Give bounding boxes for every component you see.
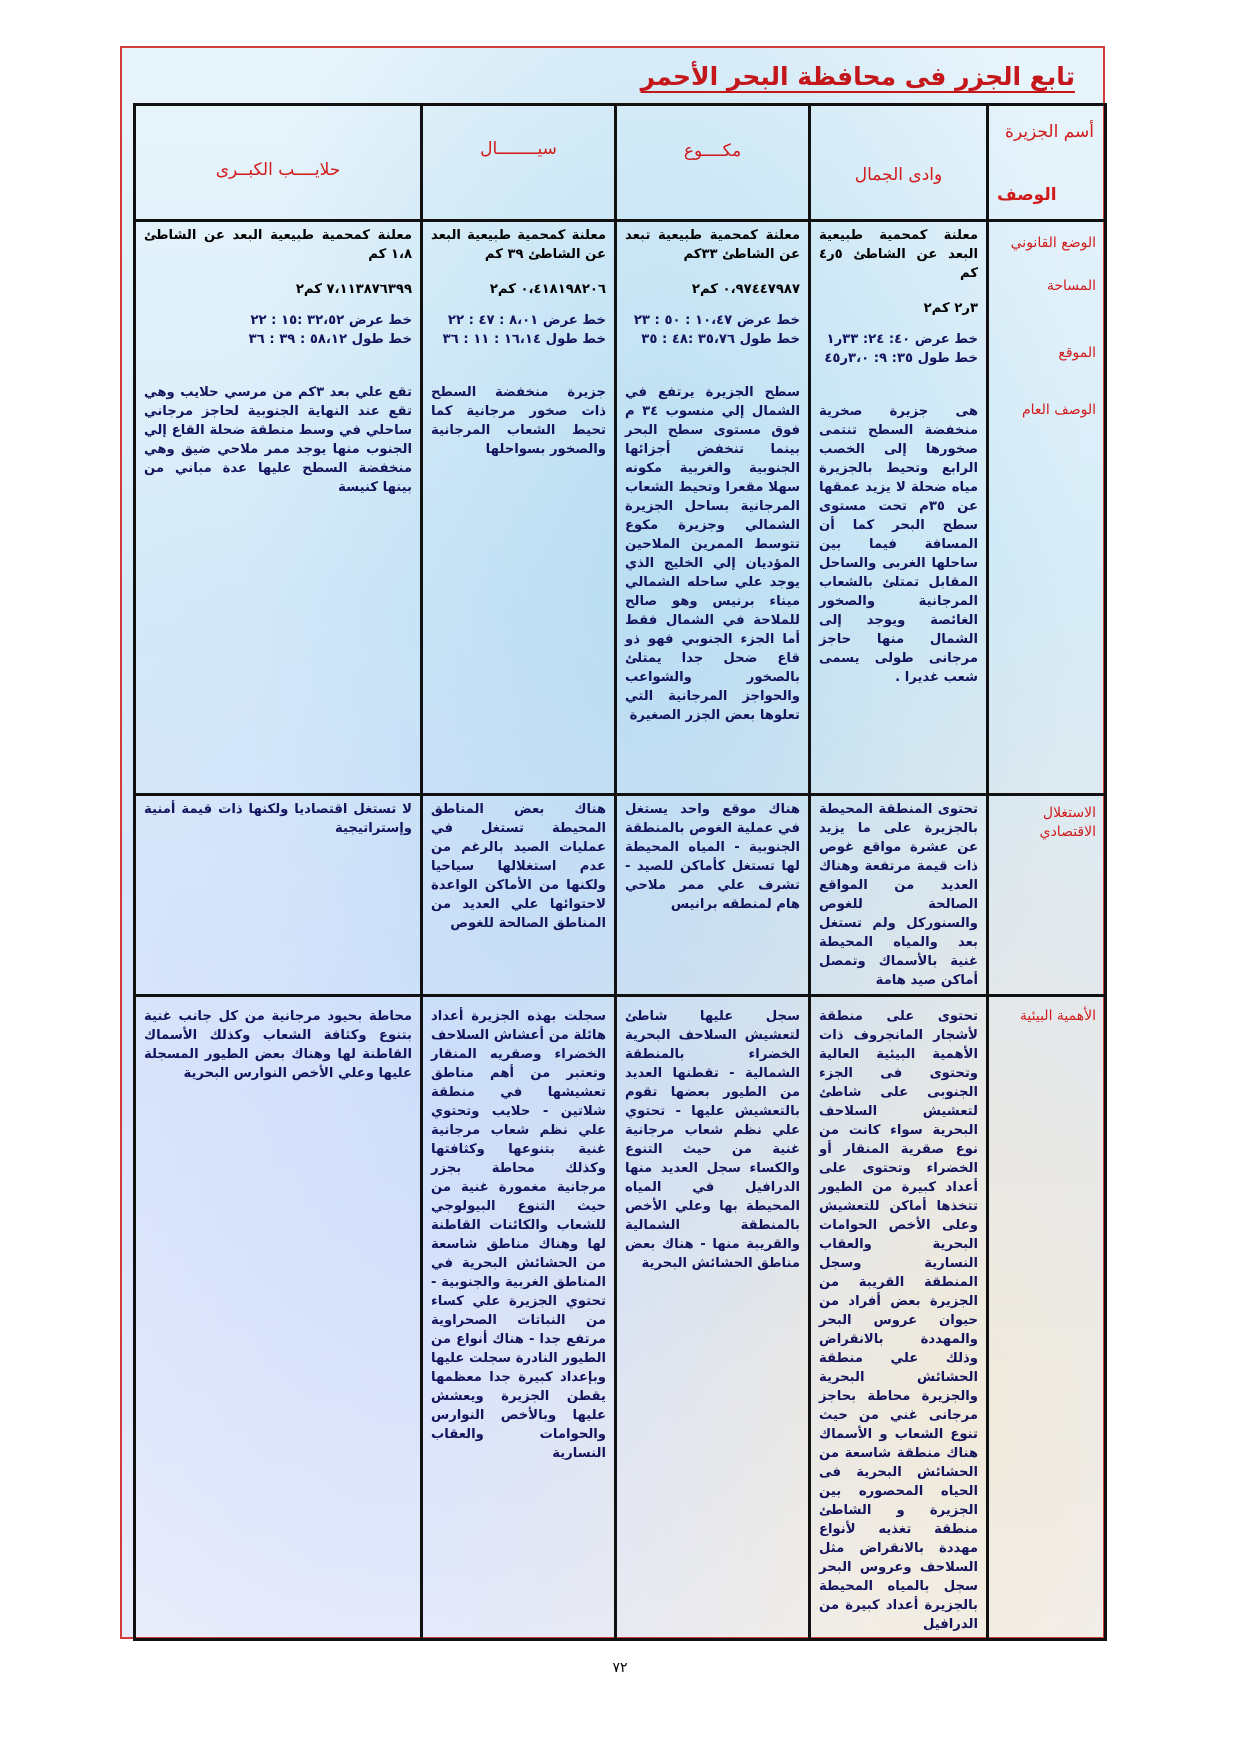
legal-status-text: معلنة كمحمية طبيعية البعد عن الشاطئ ١،٨ كم (144, 228, 412, 262)
row-labels-description (988, 221, 1106, 795)
cell-economic-halaib-kubra: لا تستغل اقتصاديا ولكنها ذات قيمة أمنية وإستراتيجية (135, 795, 422, 996)
island-header-makawa: مكــــوع (616, 105, 810, 221)
label-area: المساحة (1046, 278, 1096, 294)
latitude-text: خط عرض ١٠،٤٧ : ٥٠ : ٢٣ (633, 313, 800, 328)
header-corner-cell (988, 105, 1106, 221)
cell-description-siyal (422, 221, 616, 795)
longitude-text: خط طول ٣٥: ٩: ٣،٠ر٤٥ (824, 351, 978, 366)
label-general-description: الوصف العام (1021, 402, 1096, 418)
cell-economic-siyal: هناك بعض المناطق المحيطة تستغل في عمليات الصيد بالرغم من عدم استغلالها سياحيا ولكنها من الأماكن الواعدة لاحتوائها علي العديد من المناطق الصالحة للغوص (422, 795, 616, 996)
cell-economic-makawa: هناك موقع واحد يستغل في عملية الغوص بالمنطقة الجنوبية - المياه المحيطة لها تستغل كأماكن للصيد - تشرف علي ممر ملاحي هام لمنطقه برانيس (616, 795, 810, 996)
island-name-label: أسم الجزيرة (1005, 122, 1094, 142)
page-number: ٧٢ (612, 1660, 628, 1676)
table-row-economic (135, 795, 1106, 996)
label-location: الموقع (1058, 345, 1096, 361)
general-description-text: تقع علي بعد ٣كم من مرسي حلايب وهي تقع عند النهاية الجنوبية لحاجز مرجاني ساحلي في وسط منطقة ضحلة القاع إلي الجنوب منها يوجد ممر ملاحي ضيق وهي منخفضة السطح عليها عدة مباني من بينها كنيسة (144, 385, 412, 495)
island-header-halaib-kubra: حلايــــب الكبــرى (135, 105, 422, 221)
cell-description-halaib-kubra (135, 221, 422, 795)
general-description-text: سطح الجزيرة يرتفع في الشمال إلي منسوب ٣٤ م فوق مستوى سطح البحر بينما تنخفض أجزائها الجنوبية والغربية مكونه سهلا مقعرا وتحيط الشعاب المرجانية بساحل الجزيرة الشمالي وجزيرة مكوع تتوسط الممرين الملاحين المؤديان إلي الخليج الذي يوجد علي ساحله الشمالي ميناء برنيس وهو صالح للملاحة في الشمال فقط أما الجزء الجنوبي فهو ذو قاع ضحل جدا يمتلئ بالصخور والشواعب والحواجز المرجانية التي تعلوها بعض الجزر الصغيرة (625, 385, 801, 723)
islands-table (133, 103, 1107, 1641)
island-header-siyal: سيــــــــال (422, 105, 616, 221)
cell-environmental-halaib-kubra: محاطة بحيود مرجانية من كل جانب غنية بتنوع وكثافة الشعاب وكذلك الأسماك القاطنة لها وهناك بعض الطيور المسجلة عليها وعلي الأخص النوارس البحرية (135, 996, 422, 1640)
longitude-text: خط طول ٥٨،١٢ : ٣٩ : ٣٦ (248, 332, 412, 347)
area-text: ٠،٩٧٤٤٧٩٨٧ كم٢ (691, 282, 800, 297)
table-row-environmental (135, 996, 1106, 1640)
label-environmental-importance: الأهمية البيئية (988, 996, 1106, 1640)
legal-status-text: معلنة كمحمية طبيعية البعد عن الشاطئ ٣٩ كم (431, 228, 606, 262)
cell-economic-wadi-el-gemal: تحتوى المنطقة المحيطة بالجزيرة على ما يزيد عن عشرة مواقع غوص ذات قيمة مرتفعة وهناك العديد من المواقع الصالحة للغوص والسنوركل ولم تستغل بعد والمياه المحيطة غنية بالأسماك وتمصل أماكن صيد هامة (810, 795, 988, 996)
area-text: ٣ر٢ كم٢ (923, 301, 978, 316)
latitude-text: خط عرض ٤٠: ٢٤: ٣٣ر١ (826, 332, 978, 347)
cell-environmental-wadi-el-gemal: تحتوى على منطقة لأشجار المانجروف ذات الأهمية البيئية العالية وتحتوى فى الجزء الجنوبى على شاطئ لتعشيش السلاحف البحرية سواء كانت من نوع صقرية المنقار أو الخضراء وتحتوى على أعداد كبيرة من الطيور تتخذها أماكن للتعشيش وعلى الأخص الحوامات البحرية والعقاب النسارية وسجل المنطقة القريبة من الجزيرة بعض أفراد من حيوان عروس البحر والمهددة بالانقراض وذلك علي منطقة الحشائش البحرية والجزيرة محاطة بحاجز مرجانى غني من حيث تنوع الشعاب و الأسماك هناك منطقة شاسعة من الحشائش البحرية فى الحياه المحصوره بين الجزيرة و الشاطئ منطقة تغذيه لأنواع مهددة بالانقراض مثل السلاحف وعروس البحر سجل بالمياه المحيطة بالجزيرة أعداد كبيرة من الدرافيل (810, 996, 988, 1640)
cell-description-wadi-el-gemal (810, 221, 988, 795)
longitude-text: خط طول ٣٥،٧٦ :٤٨ : ٣٥ (641, 332, 800, 347)
label-legal-status: الوضع القانوني (1010, 235, 1096, 251)
area-text: ٧،١١٣٨٧٦٣٩٩ كم٢ (295, 282, 412, 297)
description-label: الوصف (997, 185, 1057, 205)
general-description-text: جزيرة منخفضة السطح ذات صخور مرجانية كما تحيط الشعاب المرجانية والصخور بسواحلها (431, 385, 606, 457)
area-text: ٠،٤١٨١٩٨٢٠٦ كم٢ (489, 282, 606, 297)
cell-description-makawa (616, 221, 810, 795)
latitude-text: خط عرض ٨،٠١ : ٤٧ : ٢٢ (447, 313, 606, 328)
general-description-text: هى جزيرة صخرية منخفضة السطح تنتمى صخورها إلى الخصب الرابع وتحيط بالجزيرة مياه ضحلة لا يزيد عمقها عن ٣٥م تحت مستوى سطح البحر كما أن المسافة فيما بين ساحلها الغربى والساحل المقابل تمتلئ بالشعاب المرجانية والصخور الغائصة ويوجد إلى الشمال منها حاجز مرجانى طولى يسمى شعب غديرا . (819, 404, 978, 685)
legal-status-text: معلنة كمحمية طبيعية تبعد عن الشاطئ ٣٣كم (625, 228, 800, 262)
table-row-description (135, 221, 1106, 795)
longitude-text: خط طول ١٦،١٤ : ١١ : ٣٦ (442, 332, 606, 347)
page-frame (120, 46, 1105, 1639)
cell-environmental-makawa: سجل عليها شاطئ لتعشيش السلاحف البحرية الخضراء بالمنطقة الشمالية - تقطنها العديد من الطيور بعضها تقوم بالتعشيش عليها - تحتوي علي نظم شعاب مرجانية غنية من حيث التنوع والكساء سجل العديد منها الدرافيل في المياه المحيطة بها وعلي الأخص بالمنطقة الشمالية والقريبة منها - هناك بعض مناطق الحشائش البحرية (616, 996, 810, 1640)
latitude-text: خط عرض ٣٢،٥٢ :١٥ : ٢٢ (250, 313, 412, 328)
table-header-row (135, 105, 1106, 221)
page-title: تابع الجزر فى محافظة البحر الأحمر (640, 62, 1075, 91)
legal-status-text: معلنة كمحمية طبيعية البعد عن الشاطئ ٥ر٤ كم (819, 228, 978, 281)
cell-environmental-siyal: سجلت بهذه الجزيرة أعداد هائلة من أعشاش السلاحف الخضراء وصقريه المنقار وتعتبر من أهم مناطق تعشيشها في منطقة شلاتين - حلايب وتحتوي علي نظم شعاب مرجانية غنية بتنوعها وكثافتها وكذلك محاطة بجزر مرجانية مغمورة غنية من حيث التنوع البيولوجي للشعاب والكائنات القاطنة لها وهناك مناطق شاسعة من الحشائش البحرية في المناطق الغربية والجنوبية - تحتوي الجزيرة علي كساء من النباتات الصحراوية مرتفع جدا - هناك أنواع من الطيور النادرة سجلت عليها وبإعداد كبيرة جدا معظمها يقطن الجزيرة ويعشش عليها وبالأخص النوارس والحوامات والعقاب النسارية (422, 996, 616, 1640)
label-economic-use: الاستغلال الاقتصادي (988, 795, 1106, 996)
island-header-wadi-el-gemal: وادى الجمال (810, 105, 988, 221)
